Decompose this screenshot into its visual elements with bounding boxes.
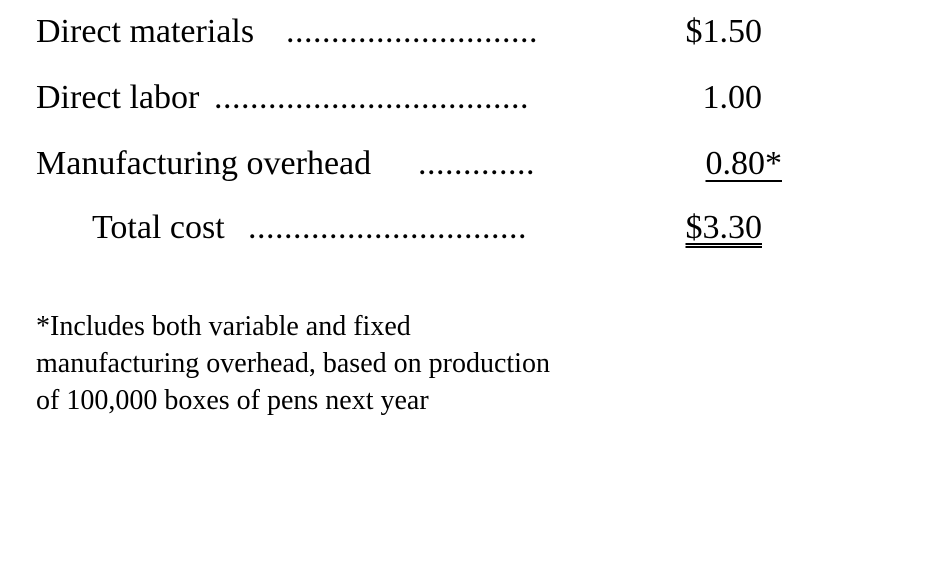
cost-row-label: Direct materials	[36, 13, 255, 50]
underlined-amount: 0.80*	[705, 145, 782, 182]
footnote: *Includes both variable and fixed manufacturing overhead, based on production of 100,000 boxes of pens next year	[36, 311, 550, 416]
cost-row-amount	[640, 208, 762, 248]
dot-leader: ...............................	[248, 209, 527, 246]
cost-row-manufacturing-overhead	[0, 144, 938, 184]
dot-leader: ...................................	[214, 79, 529, 116]
dot-leader: ............................	[286, 13, 538, 50]
cost-row-label: Direct labor	[36, 79, 200, 116]
cost-row-label: Manufacturing overhead	[36, 145, 372, 182]
dot-leader: .............	[418, 145, 535, 182]
double-underlined-amount: $3.30	[685, 209, 762, 246]
cost-row-direct-labor	[0, 78, 938, 118]
cost-row-amount: $1.50	[685, 13, 762, 50]
cost-row-direct-materials	[0, 12, 938, 52]
cost-row-total-cost	[0, 208, 938, 248]
cost-row-amount: 1.00	[702, 79, 762, 116]
cost-row-amount	[678, 144, 782, 184]
cost-row-label: Total cost	[92, 209, 225, 246]
